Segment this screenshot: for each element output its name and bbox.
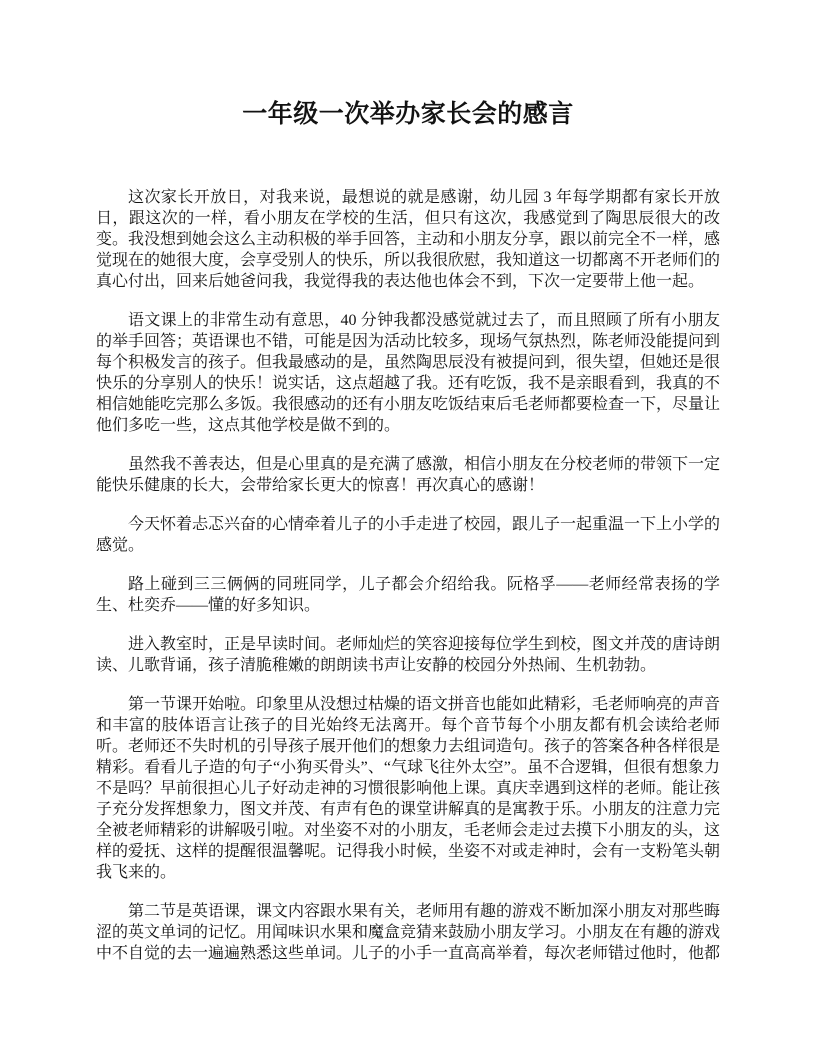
paragraph-6: 进入教室时，正是早读时间。老师灿烂的笑容迎接每位学生到校，图文并茂的唐诗朗读、儿歌背诵，孩子清脆稚嫩的朗朗读书声让安静的校园分外热闹、生机勃勃。 [96, 636, 721, 674]
paragraph-1: 这次家长开放日，对我来说，最想说的就是感谢，幼儿园 3 年每学期都有家长开放日，跟这次的一样，看小朋友在学校的生活，但只有这次，我感觉到了陶思辰很大的改变。我没想到她会这么主动积极的举手回答，主动和小朋友分享，跟以前完全不一样，感觉现在的她很大度，会享受别人的快乐，所以我很欣慰，我知道这一切都离不开老师们的真心付出，回来后她爸问我，我觉得我的表达他也体会不到，下次一定要带上他一起。 [96, 189, 721, 290]
paragraph-3: 虽然我不善表达，但是心里真的是充满了感激，相信小朋友在分校老师的带领下一定能快乐健康的长大，会带给家长更大的惊喜！再次真心的感谢！ [96, 456, 721, 494]
document-title: 一年级一次举办家长会的感言 [242, 101, 574, 128]
paragraph-7: 第一节课开始啦。印象里从没想过枯燥的语文拼音也能如此精彩，毛老师响亮的声音和丰富的肢体语言让孩子的目光始终无法离开。每个音节每个小朋友都有机会读给老师听。老师还不失时机的引导孩子展开他们的想象力去组词造句。孩子的答案各种各样很是精彩。看看儿子造的句子“小狗买骨头”、“气球飞往外太空”。虽不合逻辑，但很有想象力不是吗？早前很担心儿子好动走神的习惯很影响他上课。真庆幸遇到这样的老师。能让孩子充分发挥想象力，图文并茂、有声有色的课堂讲解真的是寓教于乐。小朋友的注意力完全被老师精彩的讲解吸引啦。对坐姿不对的小朋友，毛老师会走过去摸下小朋友的头，这样的爱抚、这样的提醒很温馨呢。记得我小时候，坐姿不对或走神时，会有一支粉笔头朝我飞来的。 [96, 696, 721, 881]
paragraph-2: 语文课上的非常生动有意思，40 分钟我都没感觉就过去了，而且照顾了所有小朋友的举手回答；英语课也不错，可能是因为活动比较多，现场气氛热烈，陈老师没能提问到每个积极发言的孩子。但我最感动的是，虽然陶思辰没有被提问到，很失望，但她还是很快乐的分享别人的快乐！说实话，这点超越了我。还有吃饭，我不是亲眼看到，我真的不相信她能吃完那么多饭。我很感动的还有小朋友吃饭结束后毛老师都要检查一下，尽量让他们多吃一些，这点其他学校是做不到的。 [96, 312, 721, 434]
paragraph-8: 第二节是英语课，课文内容跟水果有关，老师用有趣的游戏不断加深小朋友对那些晦涩的英文单词的记忆。用闻味识水果和魔盒竞猜来鼓励小朋友学习。小朋友在有趣的游戏中不自觉的去一遍遍熟悉这些单词。儿子的小手一直高高举着，每次老师错过他时，他都 [96, 903, 721, 962]
paragraph-5: 路上碰到三三俩俩的同班同学，儿子都会介绍给我。阮格孚——老师经常表扬的学生、杜奕乔——懂的好多知识。 [96, 576, 720, 614]
paragraph-4: 今天怀着忐忑兴奋的心情牵着儿子的小手走进了校园，跟儿子一起重温一下上小学的感觉。 [96, 516, 721, 554]
